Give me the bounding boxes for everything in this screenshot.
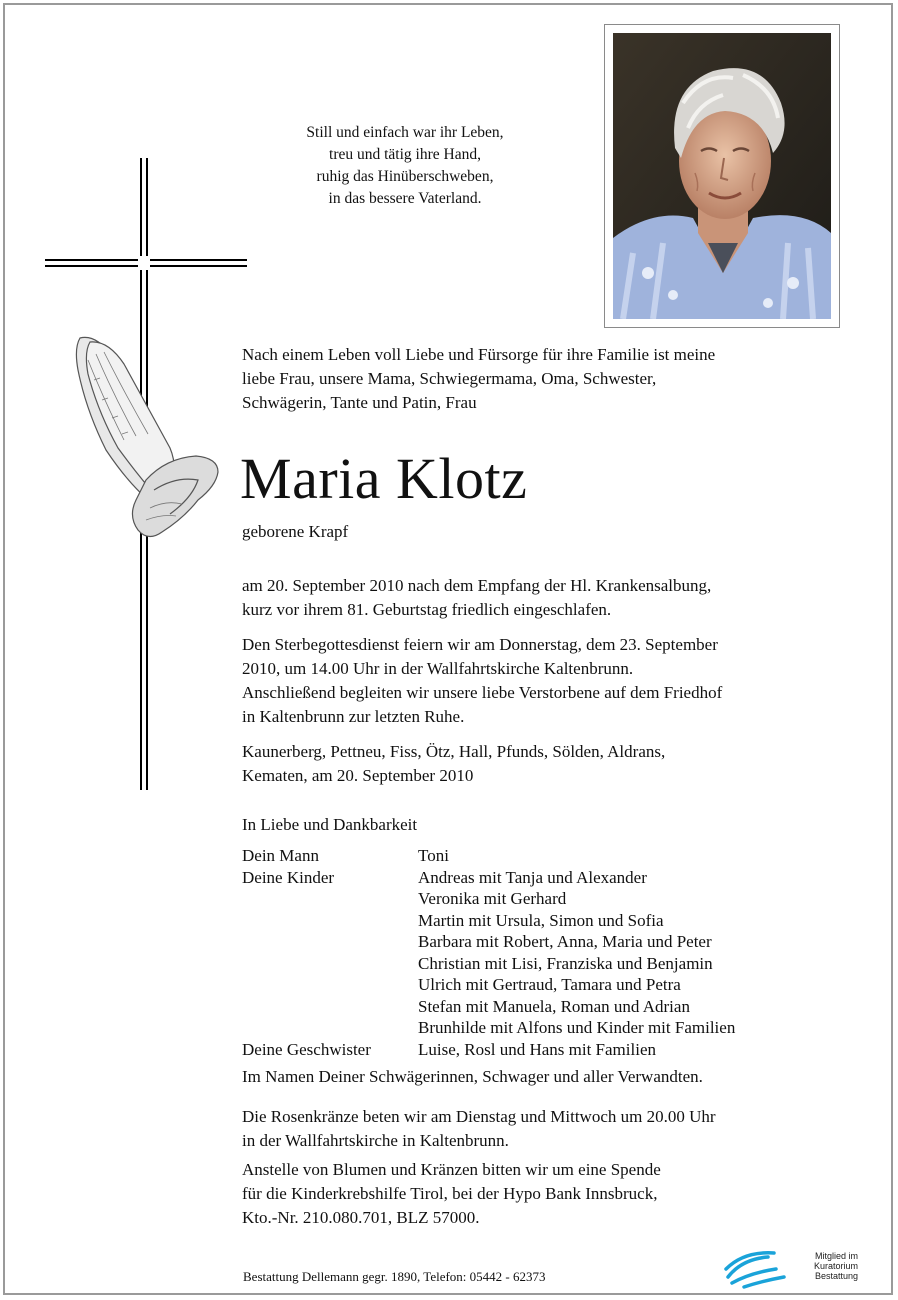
birth-name: geborene Krapf — [242, 522, 349, 541]
praying-hands-icon — [66, 330, 226, 550]
death-text — [242, 574, 711, 622]
logo-line: Kuratorium Bestattung — [813, 1261, 858, 1281]
death-line: am 20. September 2010 nach dem Empfang der Hl. Krankensalbung, — [242, 576, 712, 595]
kuratorium-logo-text — [784, 1251, 858, 1281]
mourner-row — [242, 867, 735, 889]
intro-line: liebe Frau, unsere Mama, Schwiegermama, Oma, Schwester, — [242, 369, 657, 388]
portrait-frame — [604, 24, 840, 328]
mourner-row — [242, 1039, 735, 1061]
gratitude-line: In Liebe und Dankbarkeit — [242, 815, 418, 834]
mourner-name: Christian mit Lisi, Franziska und Benjamin — [418, 953, 713, 973]
poem-line: Still und einfach war ihr Leben, — [306, 124, 504, 141]
rosary-line: Die Rosenkränze beten wir am Dienstag und Mittwoch um 20.00 Uhr — [242, 1107, 716, 1126]
funeral-line: 2010, um 14.00 Uhr in der Wallfahrtskirche Kaltenbrunn. — [242, 659, 634, 678]
rosary-text — [242, 1105, 716, 1153]
mourner-role: Dein Mann — [242, 846, 319, 865]
poem — [240, 122, 570, 210]
place-date-line: Kaunerberg, Pettneu, Fiss, Ötz, Hall, Pfunds, Sölden, Aldrans, — [242, 742, 666, 761]
funeral-line: Anschließend begleiten wir unsere liebe Verstorbene auf dem Friedhof — [242, 683, 723, 702]
intro-line: Nach einem Leben voll Liebe und Fürsorge für ihre Familie ist meine — [242, 345, 716, 364]
portrait-photo — [613, 33, 831, 319]
mourner-name: Andreas mit Tanja und Alexander — [418, 867, 647, 887]
donation-line: Anstelle von Blumen und Kränzen bitten wir um eine Spende — [242, 1160, 661, 1179]
mourner-row — [242, 845, 735, 867]
mourner-name: Martin mit Ursula, Simon und Sofia — [418, 910, 664, 930]
funeral-text — [242, 633, 722, 729]
mourner-role: Deine Geschwister — [242, 1039, 371, 1059]
mourner-name: Brunhilde mit Alfons und Kinder mit Familien — [418, 1018, 736, 1037]
mourner-name: Barbara mit Robert, Anna, Maria und Peter — [418, 932, 712, 951]
mourner-name: Veronika mit Gerhard — [418, 889, 567, 908]
mourner-name: Luise, Rosl und Hans mit Familien — [418, 1039, 656, 1059]
mourner-role: Deine Kinder — [242, 867, 335, 887]
deceased-name: Maria Klotz — [240, 446, 528, 511]
rosary-line: in der Wallfahrtskirche in Kaltenbrunn. — [242, 1131, 509, 1150]
donation-line: Kto.-Nr. 210.080.701, BLZ 57000. — [242, 1208, 480, 1227]
mourners-list — [242, 845, 735, 1088]
funeral-line: Den Sterbegottesdienst feiern wir am Donnerstag, dem 23. September — [242, 635, 718, 654]
intro-line: Schwägerin, Tante und Patin, Frau — [242, 393, 477, 412]
death-line: kurz vor ihrem 81. Geburtstag friedlich eingeschlafen. — [242, 600, 612, 619]
poem-line: in das bessere Vaterland. — [328, 190, 482, 207]
mourner-name: Toni — [418, 846, 449, 865]
place-date — [242, 740, 665, 788]
place-date-line: Kematen, am 20. September 2010 — [242, 766, 474, 785]
poem-line: treu und tätig ihre Hand, — [329, 146, 481, 163]
donation-line: für die Kinderkrebshilfe Tirol, bei der Hypo Bank Innsbruck, — [242, 1184, 658, 1203]
mourner-name: Stefan mit Manuela, Roman und Adrian — [418, 996, 690, 1016]
logo-line: Mitglied im — [814, 1251, 858, 1261]
funeral-home-footer: Bestattung Dellemann gegr. 1890, Telefon: 05442 - 62373 — [243, 1269, 546, 1284]
mourner-name: Ulrich mit Gertraud, Tamara und Petra — [418, 975, 681, 994]
funeral-line: in Kaltenbrunn zur letzten Ruhe. — [242, 707, 465, 726]
intro-text — [242, 343, 715, 415]
poem-line: ruhig das Hinüberschweben, — [316, 168, 494, 185]
relatives-line: Im Namen Deiner Schwägerinnen, Schwager und aller Verwandten. — [242, 1067, 703, 1086]
donation-text — [242, 1158, 661, 1230]
